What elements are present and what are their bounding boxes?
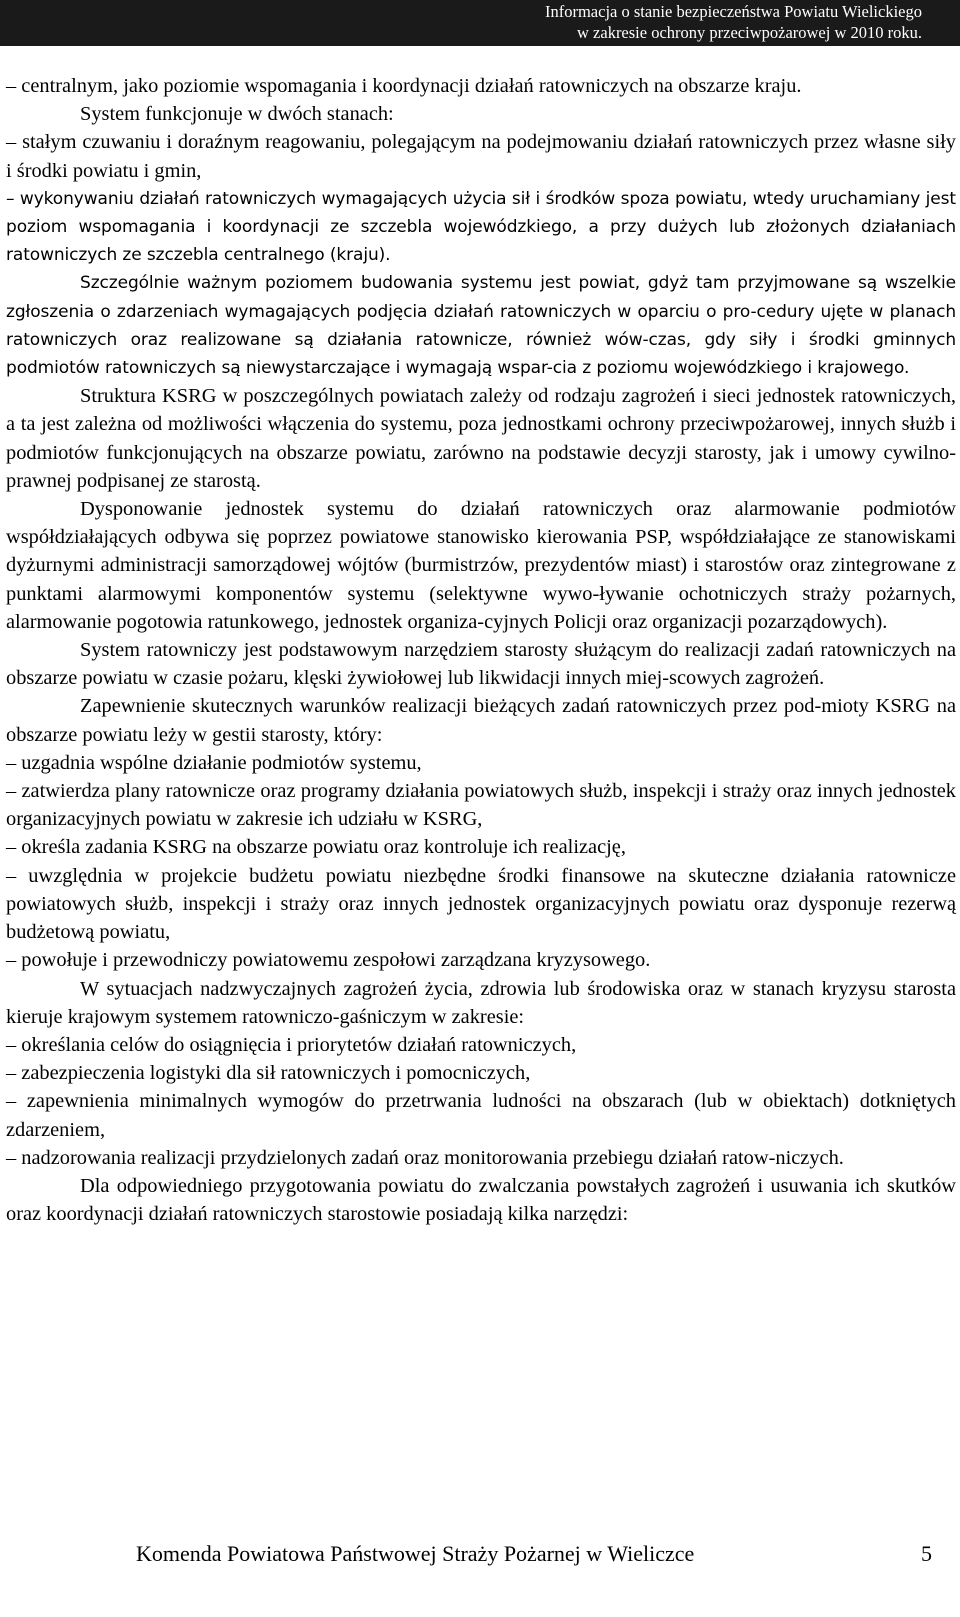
list-item: – nadzorowania realizacji przydzielonych zadań oraz monitorowania przebiegu działań ratow-niczych. — [6, 1146, 844, 1169]
paragraph: Dla odpowiedniego przygotowania powiatu do zwalczania powstałych zagrożeń i usuwania ich skutków oraz koordynacji działań ratowniczych starostowie posiadają kilka narzędzi: — [6, 1174, 956, 1226]
paragraph: System ratowniczy jest podstawowym narzędziem starosty służącym do realizacji zadań ratowniczych na obszarze powiatu w czasie pożaru, klęski żywiołowej lub likwidacji innych miej-scowych zagrożeń. — [6, 639, 956, 690]
paragraph: W sytuacjach nadzwyczajnych zagrożeń życia, zdrowia lub środowiska oraz w stanach kryzysu starosta kieruje krajowym systemem ratowniczo-gaśniczym w zakresie: — [6, 977, 956, 1028]
list-item: – uzgadnia wspólne działanie podmiotów systemu, — [6, 751, 422, 774]
list-item: – wykonywaniu działań ratowniczych wymagających użycia sił i środków spoza powiatu, wtedy uruchamiany jest poziom wspomagania i koordynacji ze szczebla wojewódzkiego, a przy dużych lub złożonych działaniach ratowniczych ze szczebla centralnego (kraju). — [6, 188, 956, 266]
list-item: – zatwierdza plany ratownicze oraz programy działania powiatowych służb, inspekcji i straży oraz innych jednostek organizacyjnych powiatu w zakresie ich udziału w KSRG, — [6, 780, 956, 831]
paragraph: Zapewnienie skutecznych warunków realizacji bieżących zadań ratowniczych przez pod-mioty KSRG na obszarze powiatu leży w gestii starosty, który: — [6, 695, 956, 746]
list-item: – powołuje i przewodniczy powiatowemu zespołowi zarządzana kryzysowego. — [6, 949, 651, 972]
page-number: 5 — [921, 1541, 932, 1566]
list-item: – określania celów do osiągnięcia i priorytetów działań ratowniczych, — [6, 1033, 577, 1056]
list-item: – zabezpieczenia logistyki dla sił ratowniczych i pomocniczych, — [6, 1062, 531, 1085]
header-title-line-2: w zakresie ochrony przeciwpożarowej w 2010 roku. — [577, 23, 922, 42]
document-header — [0, 0, 960, 46]
document-body — [6, 72, 956, 1228]
header-title-line-1: Informacja o stanie bezpieczeństwa Powiatu Wielickiego — [544, 2, 922, 21]
footer-organization: Komenda Powiatowa Państwowej Straży Pożarnej w Wieliczce — [136, 1541, 695, 1566]
paragraph: Struktura KSRG w poszczególnych powiatach zależy od rodzaju zagrożeń i sieci jednostek ratowniczych, a ta jest zależna od możliwości włączenia do systemu, poza jednostkami ochrony przeciwpożarowej, innych służb i podmiotów funkcjonujących na obszarze powiatu, zarówno na podstawie decyzji starosty, jak i umowy cywilno-prawnej podpisanej ze starostą. — [6, 385, 956, 492]
list-item: – zapewnienia minimalnych wymogów do przetrwania ludności na obszarach (lub w obiektach) dotkniętych zdarzeniem, — [6, 1090, 956, 1141]
paragraph: – centralnym, jako poziomie wspomagania i koordynacji działań ratowniczych na obszarze kraju. — [6, 75, 802, 97]
paragraph: Dysponowanie jednostek systemu do działań ratowniczych oraz alarmowanie podmiotów współdziałających odbywa się poprzez powiatowe stanowisko kierowania PSP, współdziałające ze stanowiskami dyżurnymi administracji samorządowej wójtów (burmistrzów, prezydentów miast) i starostów oraz zintegrowane z punktami alarmowymi komponentów systemu (selektywne wywo-ływanie ochotniczych straży pożarnych, alarmowanie pogotowia ratunkowego, jednostek organiza-cyjnych Policji oraz organizacji pozarządowych). — [6, 498, 956, 633]
paragraph: Szczególnie ważnym poziomem budowania systemu jest powiat, gdyż tam przyjmowane są wszelkie zgłoszenia o zdarzeniach wymagających podjęcia działań ratowniczych w oparciu o pro-cedury ujęte w planach ratowniczych oraz realizowane są działania ratownicze, również wów-czas, gdy siły i środki gminnych podmiotów ratowniczych są niewystarczające i wymagają wspar-cia z poziomu wojewódzkiego i krajowego. — [6, 273, 956, 379]
paragraph: System funkcjonuje w dwóch stanach: — [80, 103, 394, 126]
list-item: – uwzględnia w projekcie budżetu powiatu niezbędne środki finansowe na skuteczne działania ratownicze powiatowych służb, inspekcji i straży oraz innych jednostek organizacyjnych powiatu oraz dysponuje rezerwą budżetową powiatu, — [6, 864, 956, 944]
list-item: – stałym czuwaniu i doraźnym reagowaniu, polegającym na podejmowaniu działań ratowniczych przez własne siły i środki powiatu i gmin, — [6, 131, 956, 182]
list-item: – określa zadania KSRG na obszarze powiatu oraz kontroluje ich realizację, — [6, 836, 626, 859]
document-footer — [0, 1541, 960, 1581]
